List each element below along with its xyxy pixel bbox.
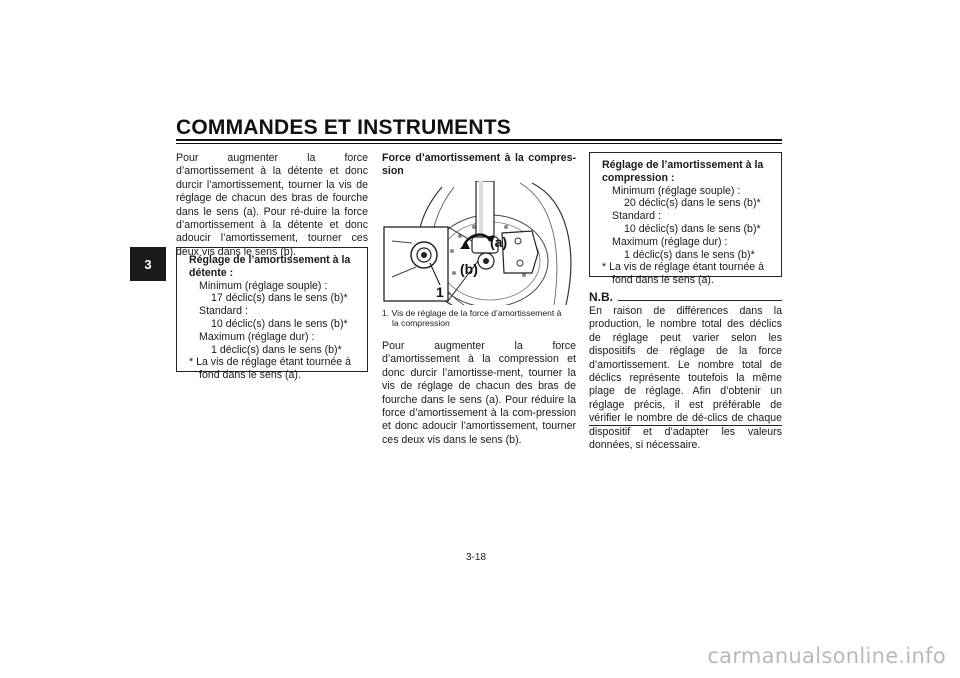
compression-paragraph: Pour augmenter la force d’amortissement à la compression et donc durcir l’amortisse-ment, tourner la vis de réglage de chacun des bras de fourche dans le sens (a). Pour réduire la force d’amortissement à la com-pression et donc adoucir l’amortissement, tourner ces deux vis dans le sens (b).: [382, 340, 576, 446]
nb-rule-top: [618, 300, 782, 301]
compression-max-value: 1 déclic(s) dans le sens (b)*: [624, 248, 755, 261]
nb-header: [589, 290, 782, 304]
figure-label-1: 1: [436, 284, 444, 300]
rebound-note-line2: fond dans le sens (a).: [199, 369, 301, 382]
fork-drawing: [382, 181, 576, 305]
nb-body: [589, 305, 782, 452]
figure-label-a: (a): [490, 234, 508, 250]
compression-note-line1: * La vis de réglage étant tournée à: [602, 261, 764, 274]
page-number: 3-18: [466, 552, 487, 563]
rebound-max-label: Maximum (réglage dur) :: [199, 330, 315, 343]
column-2-heading: [382, 152, 576, 179]
nb-paragraph: En raison de différences dans la production, le nombre total des déclics de réglage peut varier selon les dispositifs de réglage de la force d’amortissement. Le nombre total de déclics représente toutefois la même plage de réglage. Afin d’obtenir un réglage précis, il est préférable de vérifier le nombre de dé-clics de chaque dispositif et d’adapter les valeurs données, si nécessaire.: [589, 305, 782, 452]
figure-caption: [382, 308, 578, 328]
caption-line1: 1. Vis de réglage de la force d’amortissement à: [382, 308, 562, 318]
header-rule: [176, 139, 782, 141]
compression-heading: Force d’amortissement à la compres-sion: [382, 152, 576, 178]
nb-title: N.B.: [589, 290, 613, 304]
rebound-min-value: 17 déclic(s) dans le sens (b)*: [211, 292, 348, 305]
watermark: carmanualsonline.info: [707, 644, 946, 668]
rebound-std-value: 10 déclic(s) dans le sens (b)*: [211, 317, 348, 330]
fork-illustration: [382, 181, 576, 305]
figure-label-b: (b): [460, 261, 478, 277]
rebound-std-label: Standard :: [199, 305, 248, 318]
header-rule-thin: [176, 143, 782, 144]
rebound-note-line1: * La vis de réglage étant tournée à: [189, 356, 351, 369]
compression-box-title: Réglage de l’amortissement à la compression :: [602, 159, 764, 184]
compression-min-label: Minimum (réglage souple) :: [612, 184, 741, 197]
column-2-body: [382, 340, 576, 447]
rebound-max-value: 1 déclic(s) dans le sens (b)*: [211, 343, 342, 356]
rebound-min-label: Minimum (réglage souple) :: [199, 279, 328, 292]
chapter-tab: 3: [130, 247, 166, 281]
caption-line2: la compression: [392, 318, 450, 328]
rebound-settings-box: [176, 247, 368, 382]
compression-min-value: 20 déclic(s) dans le sens (b)*: [624, 197, 761, 210]
rebound-box-title: Réglage de l’amortissement à la détente :: [189, 254, 351, 279]
page-title: COMMANDES ET INSTRUMENTS: [176, 116, 511, 139]
compression-note-line2: fond dans le sens (a).: [612, 274, 714, 287]
compression-settings-box: [589, 152, 782, 287]
compression-std-value: 10 déclic(s) dans le sens (b)*: [624, 222, 761, 235]
compression-max-label: Maximum (réglage dur) :: [612, 235, 728, 248]
compression-std-label: Standard :: [612, 210, 661, 223]
nb-rule-bottom: [589, 425, 782, 426]
column-1: [176, 152, 368, 259]
intro-paragraph: Pour augmenter la force d’amortissement à la détente et donc durcir l’amortissement, tourner la vis de réglage de chacun des bras de fourche dans le sens (a). Pour ré-duire la force d’amortissement à la détente et donc adoucir l’amortissement, tourner ces deux vis dans le sens (b).: [176, 152, 368, 258]
